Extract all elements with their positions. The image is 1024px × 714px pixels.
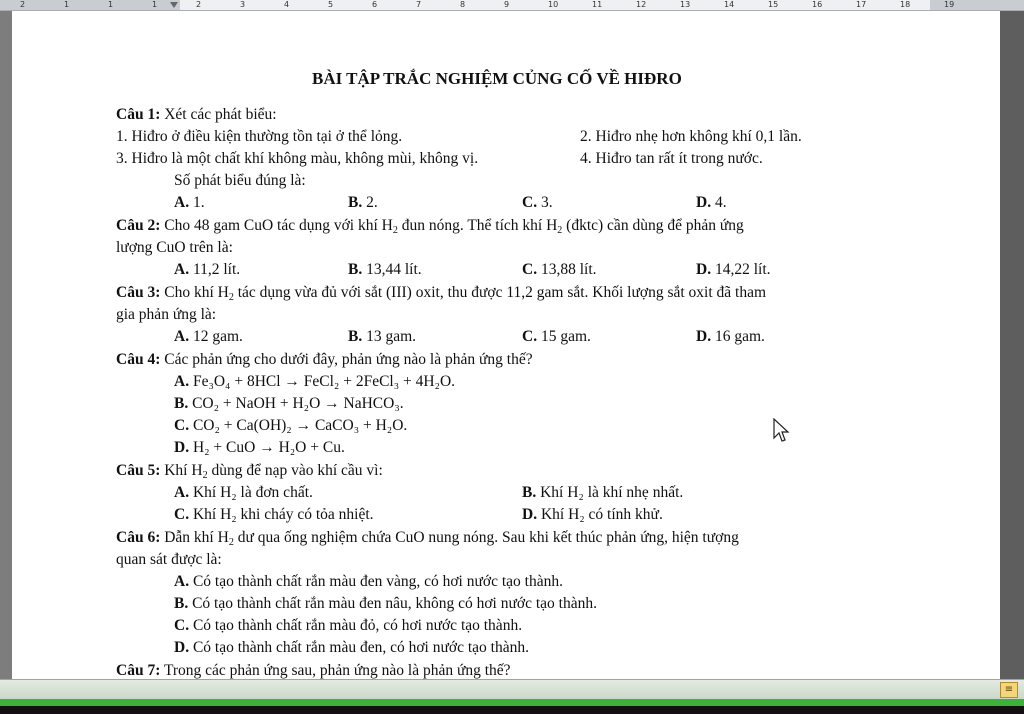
question-text: đun nóng. Thể tích khí H [397, 217, 558, 234]
option-letter: C. [174, 506, 190, 523]
statement-4: 4. Hiđro tan rất ít trong nước. [580, 150, 763, 167]
option-text: 13 gam. [366, 328, 417, 345]
question-label: Câu 5: [116, 462, 161, 479]
subscript: 2 [557, 225, 563, 236]
horizontal-scrollbar[interactable] [0, 679, 1024, 700]
option-c[interactable] [174, 616, 522, 636]
question-text: Dẫn khí H [160, 529, 229, 546]
question-text: Cho 48 gam CuO tác dụng với khí H [160, 217, 393, 234]
ruler-number: 2 [20, 0, 26, 9]
option-d[interactable] [696, 327, 765, 347]
question-label: Câu 2: [116, 217, 161, 234]
option-letter: A. [174, 373, 190, 390]
option-a[interactable] [174, 572, 563, 592]
ruler-number: 6 [372, 0, 378, 9]
question-1 [116, 105, 277, 125]
option-text: Có tạo thành chất rắn màu đỏ, có hơi nước tạo thành. [192, 617, 523, 634]
question-6 [116, 528, 739, 548]
question-prompt: Số phát biểu đúng là: [174, 172, 306, 189]
option-d[interactable] [522, 505, 663, 525]
option-text: 12 gam. [192, 328, 243, 345]
left-gutter [0, 11, 12, 679]
view-mode-icon[interactable]: ≡ [1000, 682, 1018, 698]
option-letter: D. [696, 328, 712, 345]
option-b[interactable] [174, 394, 404, 414]
document-page[interactable] [12, 11, 1000, 679]
ruler-number: 13 [680, 0, 691, 9]
ruler-number: 10 [548, 0, 559, 9]
option-letter: C. [174, 417, 190, 434]
ruler-number: 12 [636, 0, 647, 9]
ruler-number: 7 [416, 0, 422, 9]
ruler-number: 9 [504, 0, 510, 9]
option-letter: C. [522, 261, 538, 278]
option-text: H₂ + CuO → H₂O + Cu. [192, 439, 345, 456]
question-6-cont: quan sát được là: [116, 551, 222, 568]
question-label: Câu 1: [116, 106, 161, 123]
option-letter: B. [348, 328, 363, 345]
option-letter: B. [174, 595, 189, 612]
option-letter: B. [348, 194, 363, 211]
option-letter: C. [522, 328, 538, 345]
subscript: 2 [392, 225, 398, 236]
option-text: Có tạo thành chất rắn màu đen nâu, không có hơi nước tạo thành. [192, 595, 597, 612]
option-letter: D. [696, 261, 712, 278]
right-gutter [1000, 11, 1024, 679]
option-a[interactable] [174, 483, 313, 503]
question-text: Xét các phát biểu: [160, 106, 277, 123]
question-label: Câu 3: [116, 284, 161, 301]
question-text: (đktc) cần dùng để phản ứng [562, 217, 744, 234]
option-b[interactable] [522, 483, 683, 503]
option-b[interactable] [348, 260, 422, 280]
question-5 [116, 461, 383, 481]
option-text: 4. [714, 194, 727, 211]
option-text: 3. [540, 194, 553, 211]
option-text: Có tạo thành chất rắn màu đen vàng, có hơi nước tạo thành. [192, 573, 563, 590]
question-label: Câu 4: [116, 351, 161, 368]
ruler-number: 8 [460, 0, 466, 9]
option-text: Có tạo thành chất rắn màu đen, có hơi nước tạo thành. [192, 639, 529, 656]
option-letter: D. [174, 439, 190, 456]
option-letter: A. [174, 328, 190, 345]
option-letter: B. [522, 484, 537, 501]
option-text: 2. [366, 194, 378, 211]
question-text: tác dụng vừa đủ với sắt (III) oxit, thu được 11,2 gam sắt. Khối lượng sắt oxit đã tham [233, 284, 767, 301]
question-7 [116, 661, 511, 679]
option-text: 13,88 lít. [540, 261, 597, 278]
ruler-number: 3 [240, 0, 246, 9]
question-label: Câu 7: [116, 662, 161, 679]
question-text: dư qua ống nghiệm chứa CuO nung nóng. Sau khi kết thúc phản ứng, hiện tượng [233, 529, 739, 546]
question-label: Câu 6: [116, 529, 161, 546]
option-a[interactable] [174, 327, 243, 347]
option-d[interactable] [174, 438, 345, 458]
question-3 [116, 283, 766, 303]
option-c[interactable] [522, 327, 591, 347]
option-letter: D. [696, 194, 712, 211]
question-text: dùng để nạp vào khí cầu vì: [207, 462, 383, 479]
subscript: 2 [228, 292, 234, 303]
option-text: 1. [192, 194, 205, 211]
option-text: 16 gam. [714, 328, 765, 345]
question-text: Cho khí H [160, 284, 229, 301]
indent-marker[interactable] [170, 2, 178, 8]
statement-2: 2. Hiđro nhẹ hơn không khí 0,1 lần. [580, 128, 802, 145]
option-c[interactable] [522, 193, 553, 213]
option-text: 14,22 lít. [714, 261, 771, 278]
option-text: Khí H₂ là đơn chất. [192, 484, 313, 501]
ruler-number: 1 [64, 0, 70, 9]
question-4 [116, 350, 533, 370]
option-letter: C. [174, 617, 190, 634]
option-c[interactable] [522, 260, 597, 280]
ruler-number: 11 [592, 0, 603, 9]
option-b[interactable] [348, 193, 378, 213]
ruler[interactable] [0, 0, 1024, 11]
option-c[interactable] [174, 505, 374, 525]
option-c[interactable] [174, 416, 407, 436]
option-text: Khí H₂ là khí nhẹ nhất. [540, 484, 684, 501]
screen-bottom-edge [0, 706, 1024, 714]
ruler-number: 1 [108, 0, 114, 9]
option-text: 13,44 lít. [366, 261, 422, 278]
subscript: 2 [228, 537, 234, 548]
option-text: Khí H₂ khi cháy có tỏa nhiệt. [192, 506, 374, 523]
option-a[interactable] [174, 260, 240, 280]
ruler-number: 15 [768, 0, 779, 9]
option-text: CO₂ + NaOH + H₂O → NaHCO₃. [192, 395, 404, 412]
option-letter: A. [174, 194, 190, 211]
question-text: Trong các phản ứng sau, phản ứng nào là phản ứng thế? [160, 662, 511, 679]
question-2-cont: lượng CuO trên là: [116, 239, 233, 256]
page-title: BÀI TẬP TRẮC NGHIỆM CỦNG CỐ VỀ HIĐRO [312, 69, 682, 88]
option-letter: B. [348, 261, 363, 278]
option-a[interactable] [174, 372, 455, 392]
option-text: Fe₃O₄ + 8HCl → FeCl₂ + 2FeCl₃ + 4H₂O. [192, 373, 456, 390]
question-text: Khí H [160, 462, 203, 479]
ruler-number: 19 [944, 0, 955, 9]
ruler-numbers [0, 0, 1024, 10]
option-d[interactable] [696, 193, 727, 213]
option-d[interactable] [696, 260, 771, 280]
ruler-number: 16 [812, 0, 823, 9]
option-a[interactable] [174, 193, 205, 213]
option-letter: A. [174, 261, 190, 278]
question-text: Các phản ứng cho dưới đây, phản ứng nào là phản ứng thế? [160, 351, 533, 368]
option-letter: D. [174, 639, 190, 656]
option-text: CO₂ + Ca(OH)₂ → CaCO₃ + H₂O. [192, 417, 408, 434]
option-b[interactable] [174, 594, 597, 614]
statement-1: 1. Hiđro ở điều kiện thường tồn tại ở thể lỏng. [116, 128, 403, 145]
option-text: Khí H₂ có tính khử. [540, 506, 663, 523]
option-text: 11,2 lít. [192, 261, 241, 278]
statement-3: 3. Hiđro là một chất khí không màu, không mùi, không vị. [116, 150, 479, 167]
ruler-number: 2 [196, 0, 202, 9]
ruler-number: 4 [284, 0, 290, 9]
ruler-number: 5 [328, 0, 334, 9]
question-3-cont: gia phản ứng là: [116, 306, 217, 323]
option-b[interactable] [348, 327, 416, 347]
status-bar [0, 699, 1024, 706]
option-letter: A. [174, 573, 190, 590]
ruler-number: 14 [724, 0, 735, 9]
option-letter: C. [522, 194, 538, 211]
option-text: 15 gam. [540, 328, 591, 345]
option-letter: D. [522, 506, 538, 523]
option-letter: A. [174, 484, 190, 501]
option-letter: B. [174, 395, 189, 412]
ruler-number: 18 [900, 0, 911, 9]
mouse-pointer-icon [772, 418, 790, 444]
ruler-number: 17 [856, 0, 867, 9]
option-d[interactable] [174, 638, 529, 658]
question-2 [116, 216, 744, 236]
ruler-number: 1 [152, 0, 158, 9]
subscript: 2 [202, 470, 208, 481]
